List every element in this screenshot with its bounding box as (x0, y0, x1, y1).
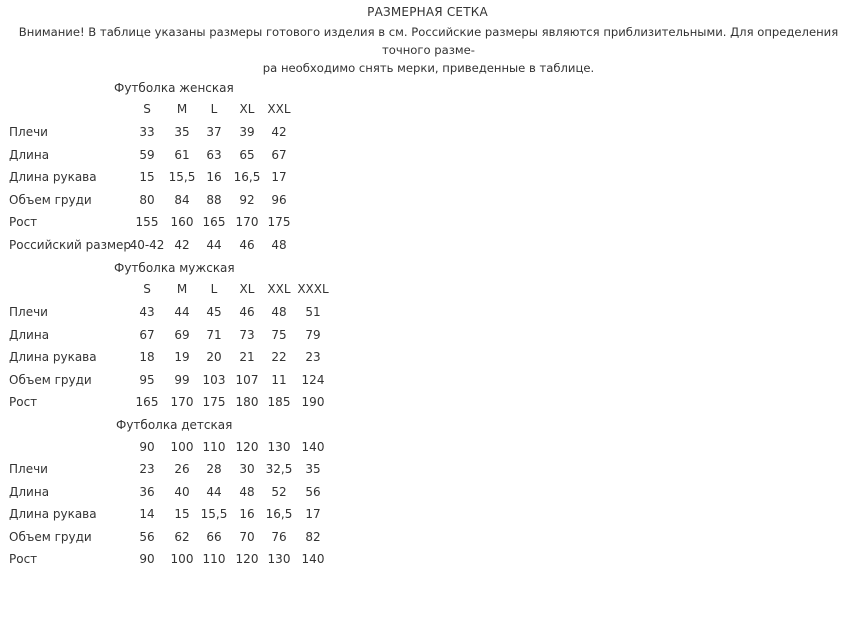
table-cell: 190 (301, 395, 325, 409)
table-cell: 11 (271, 372, 287, 387)
table-cell: 21 (239, 350, 255, 364)
table-cell: 35 (305, 462, 321, 476)
row-label: Длина рукава (9, 350, 97, 364)
table-cell: 70 (239, 529, 255, 544)
table-row (0, 213, 859, 231)
row-label: Длина (9, 147, 50, 162)
table-cell: 73 (239, 327, 255, 342)
table-cell: 90 (139, 552, 155, 566)
table-cell: 19 (174, 350, 190, 364)
table-title: Футболка мужская (114, 261, 235, 275)
notice-text (6, 23, 851, 77)
table-cell: 40-42 (129, 237, 165, 252)
table-cell: 43 (139, 305, 155, 319)
column-header: L (210, 102, 218, 116)
row-label: Объем груди (9, 192, 92, 207)
table-cell: 46 (239, 237, 255, 252)
table-header-row (0, 100, 859, 118)
row-label: Плечи (9, 305, 48, 319)
table-cell: 56 (305, 484, 321, 499)
column-header: XXXL (297, 282, 329, 296)
row-label: Длина (9, 484, 50, 499)
row-label: Российский размер (9, 237, 132, 252)
table-cell: 80 (139, 192, 155, 207)
table-cell: 42 (174, 237, 190, 252)
column-header: 90 (139, 440, 155, 454)
table-cell: 51 (305, 305, 321, 319)
table-cell: 69 (174, 327, 190, 342)
table-cell: 16,5 (265, 507, 293, 521)
table-cell: 15,5 (168, 170, 196, 184)
column-header: 100 (170, 440, 194, 454)
table-cell: 67 (139, 327, 155, 342)
table-cell: 45 (206, 305, 222, 319)
column-header: XL (239, 102, 255, 116)
table-cell: 140 (301, 552, 325, 566)
table-cell: 180 (235, 395, 259, 409)
table-cell: 14 (139, 507, 155, 521)
row-label: Объем груди (9, 529, 92, 544)
table-cell: 96 (271, 192, 287, 207)
column-header: M (176, 102, 188, 116)
row-label: Объем груди (9, 372, 92, 387)
row-label: Плечи (9, 462, 48, 476)
table-cell: 84 (174, 192, 190, 207)
table-row (0, 191, 859, 209)
table-row (0, 303, 859, 321)
row-label: Длина рукава (9, 507, 97, 521)
table-cell: 48 (271, 237, 287, 252)
column-header: L (210, 282, 218, 296)
table-row (0, 326, 859, 344)
table-cell: 16,5 (233, 170, 261, 184)
column-header: XXL (267, 282, 291, 296)
table-cell: 100 (170, 552, 194, 566)
table-cell: 15 (139, 170, 155, 184)
table-cell: 30 (239, 462, 255, 476)
table-cell: 23 (305, 350, 321, 364)
table-cell: 92 (239, 192, 255, 207)
table-cell: 175 (267, 215, 291, 229)
column-header: XL (239, 282, 255, 296)
table-cell: 28 (206, 462, 222, 476)
table-cell: 18 (139, 350, 155, 364)
table-cell: 52 (271, 484, 287, 499)
table-header-row (0, 438, 859, 456)
table-cell: 42 (271, 125, 287, 139)
table-cell: 65 (239, 147, 255, 162)
table-cell: 39 (239, 125, 255, 139)
column-header: 120 (235, 440, 259, 454)
table-cell: 16 (206, 170, 222, 184)
table-cell: 48 (271, 305, 287, 319)
column-header: 140 (301, 440, 325, 454)
table-cell: 33 (139, 125, 155, 139)
table-cell: 37 (206, 125, 222, 139)
table-row (0, 483, 859, 501)
table-cell: 79 (305, 327, 321, 342)
table-cell: 170 (170, 395, 194, 409)
table-cell: 36 (139, 484, 155, 499)
table-row (0, 123, 859, 141)
table-cell: 175 (202, 395, 226, 409)
table-cell: 130 (267, 552, 291, 566)
table-header-row (0, 280, 859, 298)
row-label: Рост (9, 215, 38, 229)
table-cell: 107 (235, 372, 259, 387)
table-cell: 17 (305, 507, 321, 521)
table-cell: 17 (271, 170, 287, 184)
table-cell: 32,5 (265, 462, 293, 476)
table-cell: 48 (239, 484, 255, 499)
notice-line-1: Внимание! В таблице указаны размеры готового изделия в см. Российские размеры являются приблизительными. Для определения точного разме- (18, 25, 839, 57)
table-cell: 71 (206, 327, 222, 342)
row-label: Длина рукава (9, 170, 97, 184)
column-header: 110 (202, 440, 226, 454)
table-cell: 165 (135, 395, 159, 409)
table-cell: 20 (206, 350, 222, 364)
table-cell: 44 (206, 237, 222, 252)
table-row (0, 168, 859, 186)
table-row (0, 505, 859, 523)
table-cell: 22 (271, 350, 287, 364)
column-header: S (143, 102, 151, 116)
table-row (0, 371, 859, 389)
table-row (0, 393, 859, 411)
notice-line-2: ра необходимо снять мерки, приведенные в таблице. (262, 61, 595, 75)
column-header: S (143, 282, 151, 296)
row-label: Плечи (9, 125, 48, 139)
table-cell: 62 (174, 529, 190, 544)
table-title: Футболка детская (116, 418, 233, 432)
table-cell: 103 (202, 372, 226, 387)
table-cell: 23 (139, 462, 155, 476)
table-cell: 61 (174, 147, 190, 162)
row-label: Рост (9, 552, 38, 566)
page-title: РАЗМЕРНАЯ СЕТКА (367, 5, 488, 19)
table-row (0, 236, 859, 254)
table-row (0, 146, 859, 164)
table-cell: 63 (206, 147, 222, 162)
column-header: M (176, 282, 188, 296)
table-row (0, 528, 859, 546)
row-label: Длина (9, 327, 50, 342)
table-cell: 95 (139, 372, 155, 387)
table-cell: 165 (202, 215, 226, 229)
table-cell: 59 (139, 147, 155, 162)
table-cell: 44 (206, 484, 222, 499)
table-cell: 110 (202, 552, 226, 566)
row-label: Рост (9, 395, 38, 409)
table-row (0, 460, 859, 478)
table-cell: 170 (235, 215, 259, 229)
table-cell: 66 (206, 529, 222, 544)
table-cell: 75 (271, 327, 287, 342)
table-cell: 67 (271, 147, 287, 162)
table-cell: 35 (174, 125, 190, 139)
table-cell: 46 (239, 305, 255, 319)
table-cell: 82 (305, 529, 321, 544)
table-cell: 15,5 (200, 507, 228, 521)
table-cell: 88 (206, 192, 222, 207)
table-cell: 185 (267, 395, 291, 409)
table-cell: 56 (139, 529, 155, 544)
column-header: XXL (267, 102, 291, 116)
table-cell: 124 (301, 372, 325, 387)
table-cell: 76 (271, 529, 287, 544)
table-title: Футболка женская (114, 81, 234, 95)
table-cell: 155 (135, 215, 159, 229)
column-header: 130 (267, 440, 291, 454)
table-cell: 44 (174, 305, 190, 319)
table-cell: 99 (174, 372, 190, 387)
table-row (0, 550, 859, 568)
table-cell: 160 (170, 215, 194, 229)
table-row (0, 348, 859, 366)
table-cell: 15 (174, 507, 190, 521)
table-cell: 16 (239, 507, 255, 521)
table-cell: 40 (174, 484, 190, 499)
table-cell: 26 (174, 462, 190, 476)
table-cell: 120 (235, 552, 259, 566)
